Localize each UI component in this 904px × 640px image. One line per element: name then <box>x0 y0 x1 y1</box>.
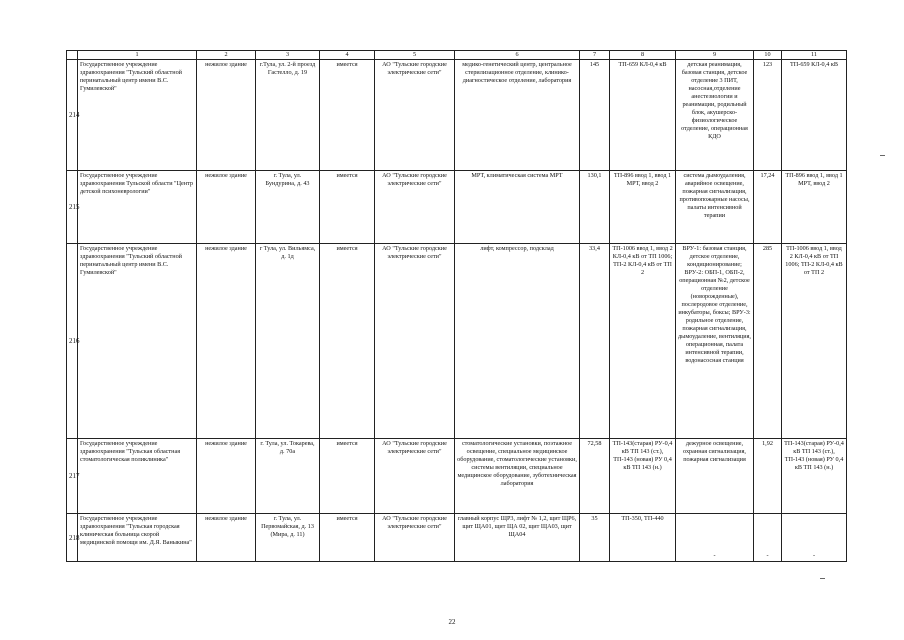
purpose: главный корпус ЩР3, лифт № 1,2, щит ЩР6, щит ЩА01, щит ЩА 02, щит ЩА03, щит ЩА04 <box>455 514 580 562</box>
institution-name: Государственное учреждение здравоохранения Тульской области "Центр детской психоневрологии" <box>78 171 197 244</box>
address: г. Тула, ул. Токарева, д. 70а <box>256 439 320 514</box>
row-number: 217 <box>67 439 78 514</box>
supply-source: ТП-1006 ввод 1, ввод 2 КЛ-0,4 кВ от ТП 1006; ТП-2 КЛ-0,4 кВ от ТП 2 <box>610 244 676 439</box>
header-cell: 3 <box>256 51 320 60</box>
row-number: 215 <box>67 171 78 244</box>
availability: имеется <box>320 60 375 171</box>
margin-mark <box>820 578 825 579</box>
critical-consumers: система дымоудаления, аварийное освещение, пожарная сигнализация, противопожарные насосы, палаты интенсивной терапии <box>676 171 754 244</box>
critical-consumers: дежурное освещение, охранная сигнализация, пожарная сигнализация <box>676 439 754 514</box>
power-value: 145 <box>580 60 610 171</box>
power-value: 130,1 <box>580 171 610 244</box>
header-cell: 1 <box>78 51 197 60</box>
institution-name: Государственное учреждение здравоохранения "Тульская городская клиническая больница скорой медицинской помощи им. Д.Я. Ваныкина" <box>78 514 197 562</box>
grid-organization: АО "Тульские городские электрические сети" <box>375 60 455 171</box>
table-row <box>67 514 847 562</box>
reserve-supply-source: ТП-143(старая) РУ-0,4 кВ ТП 143 (ст.), ТП-143 (новая) РУ 0,4 кВ ТП 143 (н.) <box>782 439 847 514</box>
power-value: 33,4 <box>580 244 610 439</box>
reserve-supply-source: - <box>782 514 847 562</box>
header-cell-empty <box>67 51 78 60</box>
header-cell: 7 <box>580 51 610 60</box>
supply-source: ТП-896 ввод 1, ввод 1 МРТ, ввод 2 <box>610 171 676 244</box>
building-type: нежилое здание <box>197 60 256 171</box>
reserve-power-value: 123 <box>754 60 782 171</box>
reserve-power-value: 285 <box>754 244 782 439</box>
availability: имеется <box>320 171 375 244</box>
purpose: медико-генетический центр, центральное стерилизационное отделение, клинико-диагностическое отделение, лаборатория <box>455 60 580 171</box>
availability: имеется <box>320 439 375 514</box>
column-number-row <box>67 51 847 60</box>
institution-name: Государственное учреждение здравоохранения "Тульский областной перинатальный центр имени В.С. Гумилевской" <box>78 244 197 439</box>
institution-name: Государственное учреждение здравоохранения "Тульская областная стоматологическая поликлиника" <box>78 439 197 514</box>
reserve-supply-source: ТП-659 КЛ-0,4 кВ <box>782 60 847 171</box>
critical-consumers: - <box>676 514 754 562</box>
power-value: 35 <box>580 514 610 562</box>
grid-organization: АО "Тульские городские электрические сети" <box>375 439 455 514</box>
power-value: 72,58 <box>580 439 610 514</box>
purpose: МРТ, климатическая система МРТ <box>455 171 580 244</box>
address: г.Тула, ул. 2-й проезд Гастелло, д. 19 <box>256 60 320 171</box>
header-cell: 11 <box>782 51 847 60</box>
header-cell: 5 <box>375 51 455 60</box>
purpose: стоматологические установки, поэтажное освещение, специальное медицинское оборудование, стоматологические установки, системы вентиляции, специальное медицинское оборудование, зуботехническая лаборатория <box>455 439 580 514</box>
page-number: 22 <box>448 618 456 626</box>
reserve-power-value: 1,92 <box>754 439 782 514</box>
purpose: лифт, компрессор, подсклад <box>455 244 580 439</box>
header-cell: 4 <box>320 51 375 60</box>
address: г. Тула, ул. Первомайская, д. 13 (Мира, д. 11) <box>256 514 320 562</box>
header-cell: 9 <box>676 51 754 60</box>
reserve-power-value: 17,24 <box>754 171 782 244</box>
availability: имеется <box>320 244 375 439</box>
reserve-supply-source: ТП-1006 ввод 1, ввод 2 КЛ-0,4 кВ от ТП 1006; ТП-2 КЛ-0,4 кВ от ТП 2 <box>782 244 847 439</box>
header-cell: 8 <box>610 51 676 60</box>
supply-source: ТП-659 КЛ-0,4 кВ <box>610 60 676 171</box>
grid-organization: АО "Тульские городские электрические сети" <box>375 244 455 439</box>
grid-organization: АО "Тульские городские электрические сети" <box>375 514 455 562</box>
row-number: 218 <box>67 514 78 562</box>
margin-mark <box>880 155 885 156</box>
table-row <box>67 244 847 439</box>
document-table <box>66 50 847 562</box>
institution-name: Государственное учреждение здравоохранения "Тульский областной перинатальный центр имени В.С. Гумилевской" <box>78 60 197 171</box>
row-number: 214 <box>67 60 78 171</box>
supply-source: ТП-350, ТП-440 <box>610 514 676 562</box>
address: г. Тула, ул. Бундурина, д. 43 <box>256 171 320 244</box>
reserve-supply-source: ТП-896 ввод 1, ввод 1 МРТ, ввод 2 <box>782 171 847 244</box>
row-number: 216 <box>67 244 78 439</box>
building-type: нежилое здание <box>197 171 256 244</box>
grid-organization: АО "Тульские городские электрические сети" <box>375 171 455 244</box>
availability: имеется <box>320 514 375 562</box>
critical-consumers: ВРУ-1: базовая станция, детское отделение, кондиционирование; ВРУ-2: ОБП-1, ОБП-2, операционная №2, детское отделение (новорожденные), послеродовое отделение, инкубаторы, боксы; ВРУ-3: родильное отделение, пожарная сигнализация, дымоудаление, вентиляция, операционная, палата интенсивной терапии, водонасосная станция <box>676 244 754 439</box>
building-type: нежилое здание <box>197 244 256 439</box>
header-cell: 10 <box>754 51 782 60</box>
table-row <box>67 439 847 514</box>
supply-source: ТП-143(старая) РУ-0,4 кВ ТП 143 (ст.), ТП-143 (новая) РУ 0,4 кВ ТП 143 (н.) <box>610 439 676 514</box>
critical-consumers: детская реанимация, базовая станция, детское отделение 3 ПИТ, насосная,отделение анестезиологии и реанимации, родильный блок, акушерско-физиологическое отделение, операционная КДО <box>676 60 754 171</box>
header-cell: 2 <box>197 51 256 60</box>
table-row <box>67 60 847 171</box>
building-type: нежилое здание <box>197 439 256 514</box>
header-cell: 6 <box>455 51 580 60</box>
address: г Тула, ул. Вильямса, д. 1д <box>256 244 320 439</box>
table-row <box>67 171 847 244</box>
reserve-power-value: - <box>754 514 782 562</box>
building-type: нежилое здание <box>197 514 256 562</box>
